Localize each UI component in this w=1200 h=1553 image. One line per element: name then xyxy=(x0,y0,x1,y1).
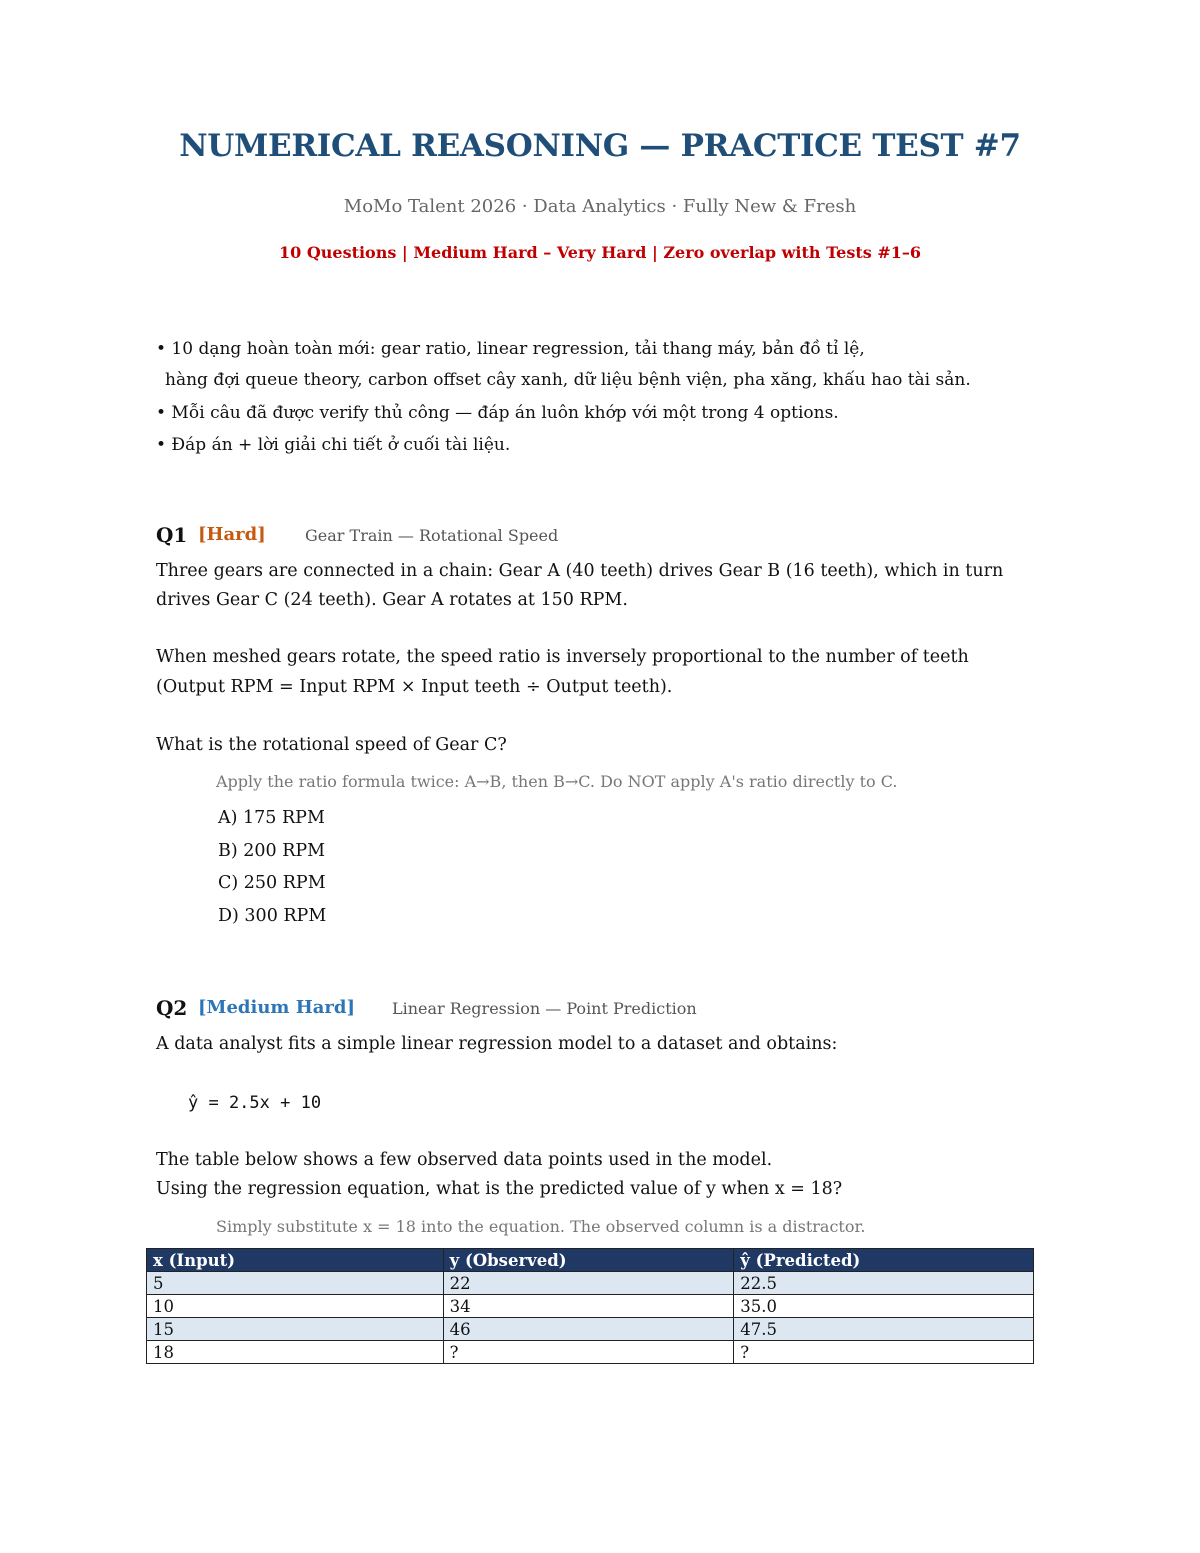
table-cell: ? xyxy=(443,1341,734,1364)
q2-body-line-2: The table below shows a few observed data points used in the model. xyxy=(156,1150,773,1170)
table-cell: 47.5 xyxy=(734,1318,1034,1341)
table-cell: ? xyxy=(734,1341,1034,1364)
test-tagline: 10 Questions | Medium Hard – Very Hard | Zero overlap with Tests #1–6 xyxy=(278,243,921,262)
q1-option-a[interactable]: A) 175 RPM xyxy=(218,808,325,828)
intro-line-1: • 10 dạng hoàn toàn mới: gear ratio, linear regression, tải thang máy, bản đồ tỉ lệ, xyxy=(156,339,865,359)
q2-difficulty-badge: [Medium Hard] xyxy=(198,997,355,1018)
table-row xyxy=(147,1272,1034,1295)
table-cell: 22.5 xyxy=(734,1272,1034,1295)
q1-number: Q1 xyxy=(156,523,188,547)
q1-option-c[interactable]: C) 250 RPM xyxy=(218,873,326,893)
q1-option-b[interactable]: B) 200 RPM xyxy=(218,841,326,861)
q1-body-line-3: When meshed gears rotate, the speed ratio is inversely proportional to the number of teeth xyxy=(156,647,969,667)
table-cell: 10 xyxy=(147,1295,444,1318)
table-cell: 35.0 xyxy=(734,1295,1034,1318)
table-cell: 5 xyxy=(147,1272,444,1295)
q1-body-line-1: Three gears are connected in a chain: Gear A (40 teeth) drives Gear B (16 teeth), which in turn xyxy=(156,561,1004,581)
table-header-row xyxy=(147,1249,1034,1272)
q2-body-line-1: A data analyst fits a simple linear regression model to a dataset and obtains: xyxy=(156,1034,838,1054)
regression-data-table xyxy=(146,1248,1034,1364)
table-header-y-predicted: ŷ (Predicted) xyxy=(734,1249,1034,1272)
q2-topic: Linear Regression — Point Prediction xyxy=(392,999,697,1018)
q1-body-line-4: (Output RPM = Input RPM × Input teeth ÷ Output teeth). xyxy=(156,677,673,697)
page-subtitle: MoMo Talent 2026 · Data Analytics · Fully New & Fresh xyxy=(343,196,857,217)
intro-line-3: • Mỗi câu đã được verify thủ công — đáp án luôn khớp với một trong 4 options. xyxy=(156,403,839,423)
q2-number: Q2 xyxy=(156,996,188,1020)
table-header-y-observed: y (Observed) xyxy=(443,1249,734,1272)
q1-option-d[interactable]: D) 300 RPM xyxy=(218,906,327,926)
q2-equation: ŷ = 2.5x + 10 xyxy=(188,1093,322,1113)
q2-question: Using the regression equation, what is the predicted value of y when x = 18? xyxy=(156,1179,843,1199)
table-header-x: x (Input) xyxy=(147,1249,444,1272)
table-row xyxy=(147,1341,1034,1364)
intro-line-2: hàng đợi queue theory, carbon offset cây xanh, dữ liệu bệnh viện, pha xăng, khấu hao tài sản. xyxy=(165,370,971,390)
page-title: NUMERICAL REASONING — PRACTICE TEST #7 xyxy=(179,128,1021,164)
intro-line-4: • Đáp án + lời giải chi tiết ở cuối tài liệu. xyxy=(156,435,511,455)
q1-hint: Apply the ratio formula twice: A→B, then B→C. Do NOT apply A's ratio directly to C. xyxy=(216,772,898,791)
table-row xyxy=(147,1318,1034,1341)
table-row xyxy=(147,1295,1034,1318)
table-cell: 34 xyxy=(443,1295,734,1318)
q1-body-line-2: drives Gear C (24 teeth). Gear A rotates at 150 RPM. xyxy=(156,590,628,610)
q1-topic: Gear Train — Rotational Speed xyxy=(305,526,559,545)
table-cell: 15 xyxy=(147,1318,444,1341)
table-cell: 18 xyxy=(147,1341,444,1364)
table-cell: 22 xyxy=(443,1272,734,1295)
q2-hint: Simply substitute x = 18 into the equation. The observed column is a distractor. xyxy=(216,1217,866,1236)
q1-difficulty-badge: [Hard] xyxy=(198,524,266,545)
q1-question: What is the rotational speed of Gear C? xyxy=(156,735,507,755)
table-cell: 46 xyxy=(443,1318,734,1341)
